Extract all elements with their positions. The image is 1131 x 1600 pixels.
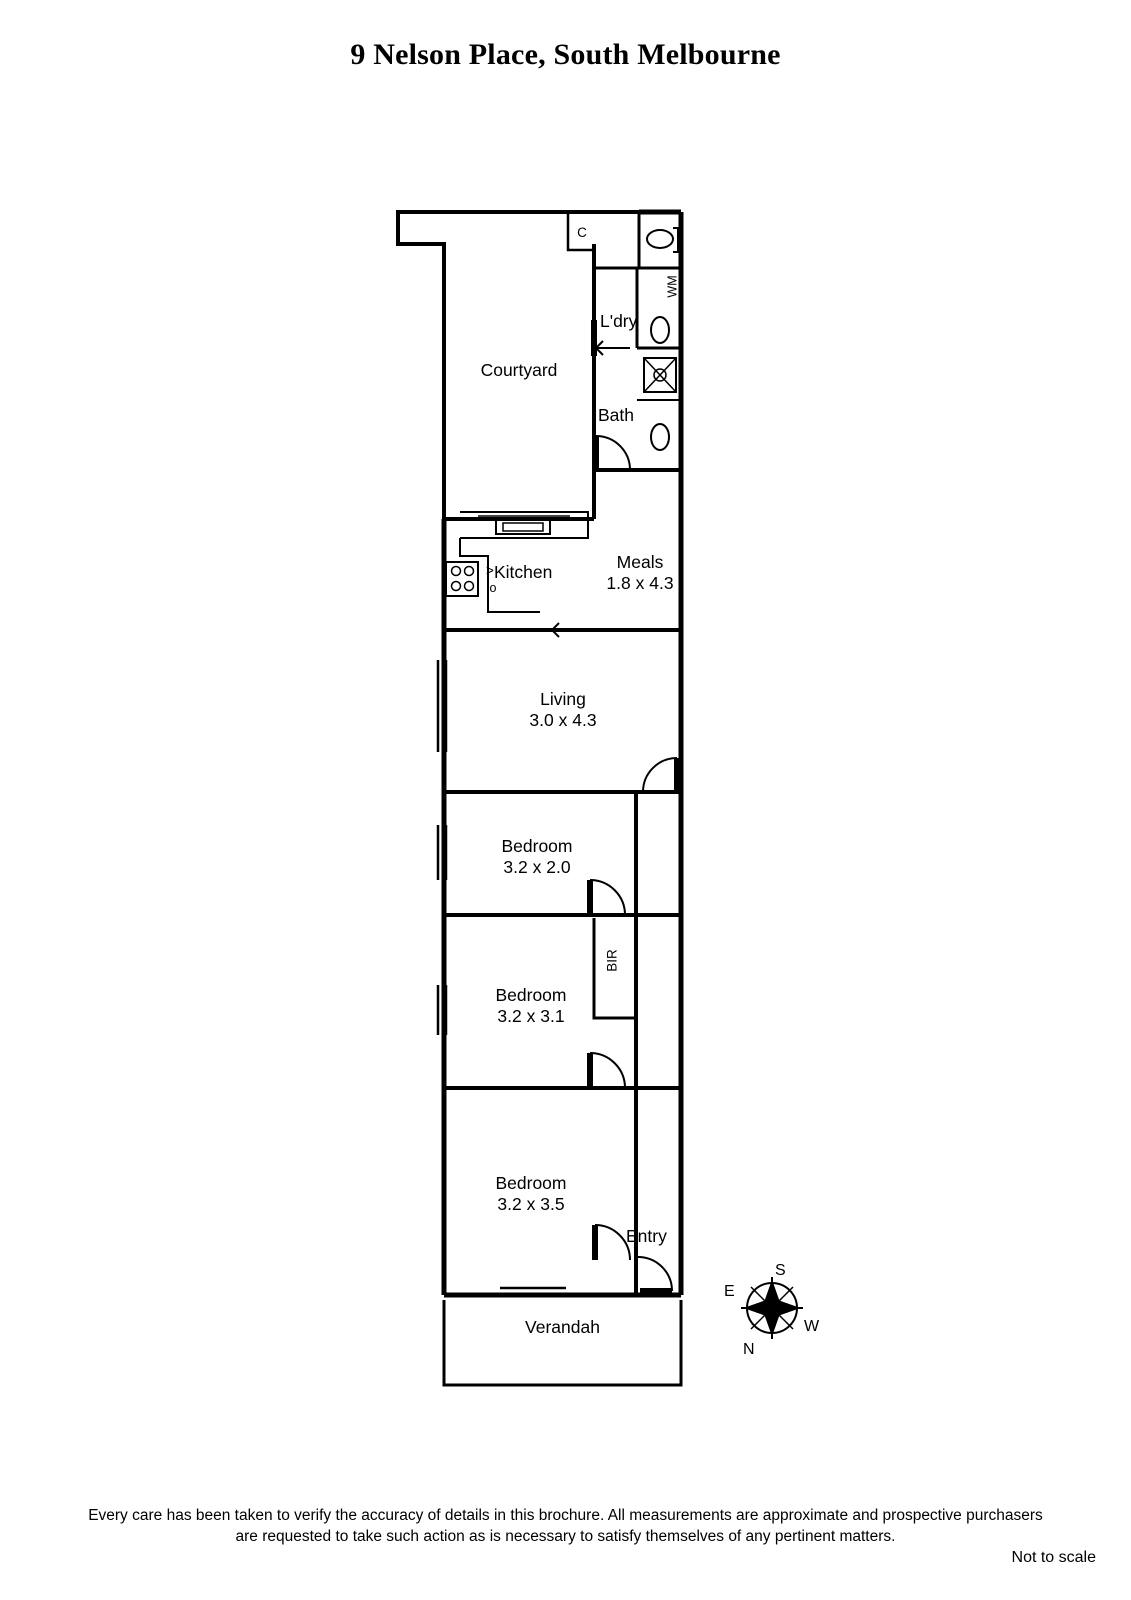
room-label-living: Living bbox=[540, 689, 586, 709]
scale-note: Not to scale bbox=[1011, 1549, 1096, 1566]
room-dims-meals: 1.8 x 4.3 bbox=[606, 573, 674, 593]
annotation-washing-machine: WM bbox=[665, 275, 680, 298]
room-label-courtyard: Courtyard bbox=[480, 360, 558, 380]
page-title: 9 Nelson Place, South Melbourne bbox=[350, 38, 781, 71]
disclaimer-line-1: Every care has been taken to verify the accuracy of details in this brochure. All measurements are approximate and prospective purchasers bbox=[88, 1507, 1043, 1524]
room-dims-bedroom-3: 3.2 x 3.5 bbox=[497, 1194, 565, 1214]
annotation-built-in-robe: BIR bbox=[604, 949, 620, 972]
disclaimer bbox=[0, 1505, 1131, 1547]
room-dims-bedroom-1: 3.2 x 2.0 bbox=[503, 857, 571, 877]
compass-label-west: W bbox=[804, 1318, 820, 1335]
room-dims-living: 3.0 x 4.3 bbox=[529, 710, 597, 730]
room-label-kitchen: Kitchen bbox=[494, 562, 553, 582]
kitchen-symbol-marker: > bbox=[486, 563, 494, 578]
room-label-bedroom-2: Bedroom bbox=[495, 985, 567, 1005]
compass-label-east: E bbox=[724, 1283, 735, 1300]
kitchen-symbol-oven: o bbox=[489, 581, 497, 595]
room-label-entry: Entry bbox=[626, 1226, 667, 1246]
compass-rose bbox=[741, 1277, 803, 1339]
room-label-verandah: Verandah bbox=[525, 1317, 600, 1337]
room-label-bedroom-1: Bedroom bbox=[501, 836, 573, 856]
annotation-cupboard: C bbox=[577, 225, 587, 240]
disclaimer-line-2: are requested to take such action as is necessary to satisfy themselves of any pertinent matters. bbox=[235, 1528, 896, 1545]
room-label-bedroom-3: Bedroom bbox=[495, 1173, 567, 1193]
compass-label-north: N bbox=[743, 1341, 755, 1358]
room-dims-bedroom-2: 3.2 x 3.1 bbox=[497, 1006, 565, 1026]
room-label-bath: Bath bbox=[598, 405, 634, 425]
compass-label-south: S bbox=[775, 1262, 786, 1279]
room-label-meals: Meals bbox=[616, 552, 664, 572]
room-label-laundry: L'dry bbox=[600, 311, 638, 331]
